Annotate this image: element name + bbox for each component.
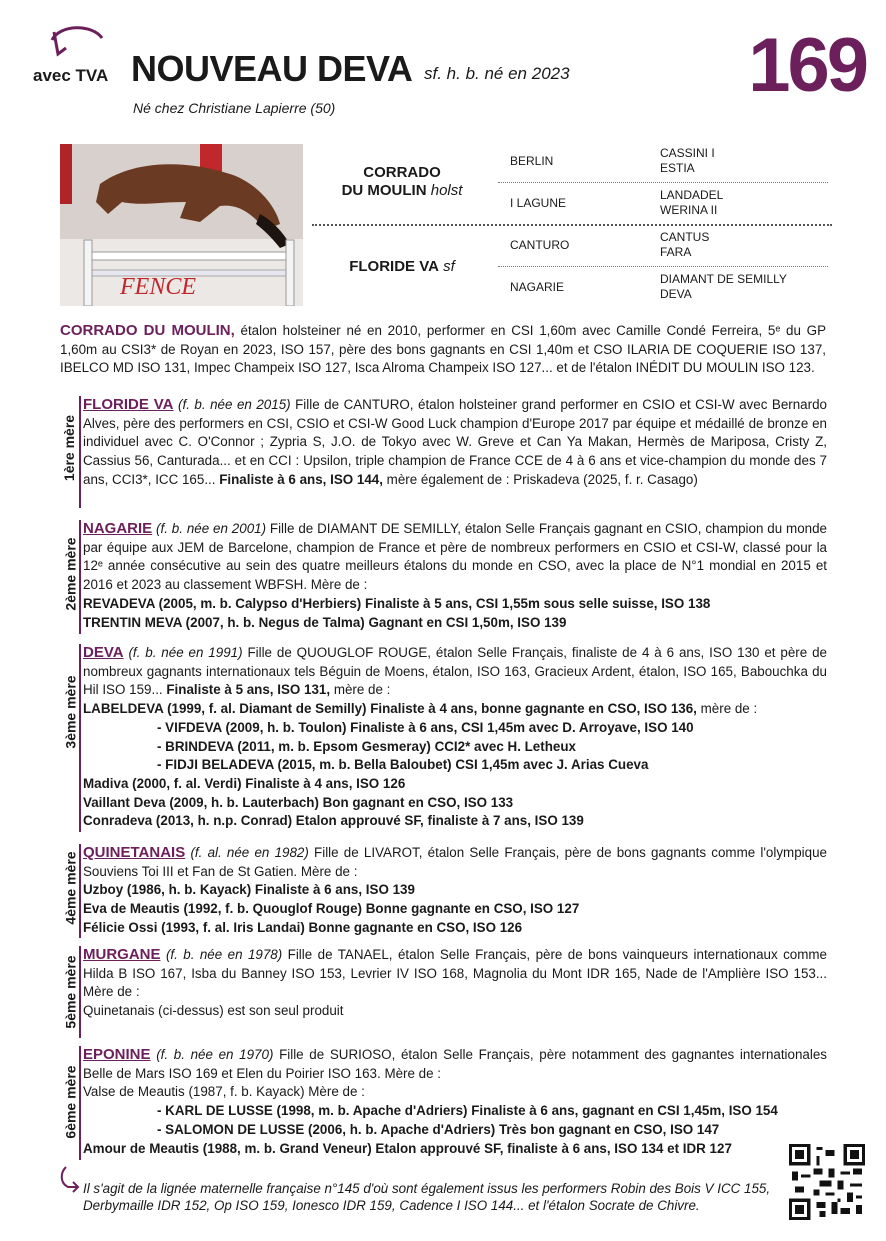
generation-3-text: DEVA (f. b. née en 1991) Fille de QUOUGLOF ROUGE, étalon Selle Français, finaliste de 4 à 6 ans, ISO 130 et père de nombreux gagnants internationaux tels Béguin de Moens, étalon, ISO 163, Gracieux Ardent, étalon, ISO 165, Babouchka du Hil ISO 159... Finaliste à 5 ans, ISO 131, mère de : LABELDEVA (1999, f. al. Diamant de Semilly) Finaliste à 4 ans, bonne gagnante en CSO, ISO 136, mère de : - VIFDEVA (2009, h. b. Toulon) Finaliste à 6 ans, CSI 1,45m avec D. Arroyave, ISO 140 - BRINDEVA (2011, m. b. Epsom Gesmeray) CCI2* avec H. Letheux - FIDJI BELADEVA (2015, m. b. Bella Baloubet) CSI 1,45m avec J. Arias Cueva Madiva (2000, f. al. Verdi) Finaliste à 4 ans, ISO 126 Vaillant Deva (2009, h. b. Lauterbach) Bon gagnant en CSO, ISO 133 Conradeva (2013, h. n.p. Conrad) Etalon approuvé SF, finaliste à 7 ans, ISO 139 bbox=[83, 644, 827, 829]
generation-label: 4ème mère bbox=[62, 851, 79, 925]
generation-bar bbox=[79, 844, 81, 938]
qr-code-icon[interactable] bbox=[789, 1144, 865, 1220]
footer-note: Il s'agit de la lignée maternelle française n°145 d'où sont également issus les performers Robin des Bois V ICC 155, Derbymaille IDR 152, Op ISO 159, Ionesco IDR 159, Cadence I ISO 144... et l'étalon Socrate de Chivre. bbox=[83, 1181, 771, 1213]
curved-arrow-icon bbox=[58, 1165, 82, 1193]
generation-label: 3ème mère bbox=[62, 675, 79, 749]
generation-bar bbox=[79, 946, 81, 1038]
generation-1-text: FLORIDE VA (f. b. née en 2015) Fille de CANTURO, étalon holsteiner grand performer en CSIO et CSI-W avec Bernardo Alves, père des performers en CSI, CSIO et CSI-W Good Luck champion d'Europe 2017 par équipe et médaillé de bronze en individuel avec C. O'Connor ; Zypria S, J.O. de Tokyo avec W. Greve et Can Ya Makan, Hermès de Mariposa, Cristy Z, Cassius 56, Canturada... et en CCI : Upsilon, triple champion de France CCE de 4 à 6 ans et vice-champion du monde des 7 ans, CCI3*, ICC 165... Finaliste à 6 ans, ISO 144, mère également de : Priskadeva (2025, f. r. Casago) bbox=[83, 396, 827, 487]
pedigree-sire: CORRADO DU MOULIN holst bbox=[341, 164, 463, 199]
pedigree-divider-main bbox=[312, 224, 832, 226]
generation-2-text: NAGARIE (f. b. née en 2001) Fille de DIAMANT DE SEMILLY, étalon Selle Français gagnant en CSIO, champion du monde par équipe aux JEM de Barcelone, champion de France et père de nombreux performers en CSIO et CSI-W, classé pour la 12ᵉ année consécutive au sein des quatre meilleurs étalons du monde en CSO, avec la place de N°1 mondial en 2015 et 2016 et 2023 au classement WBFSH. Mère de : REVADEVA (2005, m. b. Calypso d'Herbiers) Finaliste à 5 ans, CSI 1,55m sous selle suisse, ISO 138 TRENTIN MEVA (2007, h. b. Negus de Talma) Gagnant en CSI 1,50m, ISO 139 bbox=[83, 520, 827, 630]
pedigree-divider bbox=[498, 266, 828, 267]
pedigree-g3-2: LANDADEL WERINA II bbox=[660, 188, 724, 217]
sire-paragraph: CORRADO DU MOULIN, étalon holsteiner né en 2010, performer en CSI 1,60m avec Camille Condé Ferreira, 5ᵉ du GP 1,60m au CSI3* de Royan en 2023, ISO 157, père des bons gagnants en CSI 1,40m et CSO ILARIA DE COQUERIE ISO 137, IBELCO MD ISO 131, Impec Champeix ISO 127, Isca Alroma Champeix ISO 127... et de l'étalon INÉDIT DU MOULIN ISO 123. bbox=[60, 322, 826, 376]
pedigree-sire-dam: I LAGUNE bbox=[510, 196, 567, 210]
pedigree-g3-3: CANTUS FARA bbox=[660, 230, 710, 259]
generation-label: 2ème mère bbox=[62, 537, 79, 611]
generation-label: 1ère mère bbox=[61, 414, 78, 482]
generation-bar bbox=[79, 1046, 81, 1160]
horse-description: sf. h. b. né en 2023 bbox=[424, 64, 570, 83]
generation-bar bbox=[79, 644, 81, 832]
svg-text:FENCE: FENCE bbox=[120, 274, 196, 300]
breeder: Né chez Christiane Lapierre (50) bbox=[133, 100, 336, 116]
pedigree-sire-sire: BERLIN bbox=[510, 154, 554, 168]
pedigree-table bbox=[312, 140, 832, 310]
pedigree-g3-1: CASSINI I ESTIA bbox=[660, 146, 715, 175]
generation-bar bbox=[79, 520, 81, 634]
horse-name: NOUVEAU DEVA bbox=[131, 48, 413, 89]
lot-number: 169 bbox=[748, 23, 866, 108]
tva-label: avec TVA bbox=[33, 66, 109, 85]
pedigree-dam: FLORIDE VA sf bbox=[349, 258, 455, 275]
pedigree-dam-sire: CANTURO bbox=[510, 238, 570, 252]
pedigree-dam-dam: NAGARIE bbox=[510, 280, 565, 294]
generation-label: 5ème mère bbox=[62, 955, 79, 1029]
generation-label: 6ème mère bbox=[62, 1065, 79, 1139]
generation-bar bbox=[79, 396, 81, 508]
pedigree-divider bbox=[498, 182, 828, 183]
generation-4-text: QUINETANAIS (f. al. née en 1982) Fille de LIVAROT, étalon Selle Français, père de bons gagnants comme l'olympique Souviens Toi III et Fan de St Gatien. Mère de : Uzboy (1986, h. b. Kayack) Finaliste à 6 ans, ISO 139 Eva de Meautis (1992, f. b. Quouglof Rouge) Bonne gagnante en CSO, ISO 127 Félicie Ossi (1993, f. al. Iris Landai) Bonne gagnante en CSO, ISO 126 bbox=[83, 844, 827, 935]
curved-arrow-icon bbox=[46, 22, 110, 66]
pedigree-g3-4: DIAMANT DE SEMILLY DEVA bbox=[660, 272, 787, 301]
generation-6-text: EPONINE (f. b. née en 1970) Fille de SURIOSO, étalon Selle Français, père notamment des gagnantes internationales Belle de Mars ISO 169 et Elen du Poirier ISO 163. Mère de : Valse de Meautis (1987, f. b. Kayack) Mère de : - KARL DE LUSSE (1998, m. b. Apache d'Adriers) Finaliste à 6 ans, gagnant en CSI 1,45m, ISO 154 - SALOMON DE LUSSE (2006, h. b. Apache d'Adriers) Très bon gagnant en CSO, ISO 147 Amour de Meautis (1988, m. b. Grand Veneur) Etalon approuvé SF, finaliste à 6 ans, ISO 134 et IDR 127 bbox=[83, 1046, 827, 1156]
generation-5-text: MURGANE (f. b. née en 1978) Fille de TANAEL, étalon Selle Français, père de bons vainqueurs internationaux comme Hilda B ISO 167, Isba du Banney ISO 153, Levrier IV ISO 168, Magnolia du Mont IDR 165, Nade de l'Amplière ISO 153... Mère de : Quinetanais (ci-dessus) est son seul produit bbox=[83, 946, 827, 1019]
horse-photo bbox=[60, 144, 303, 306]
